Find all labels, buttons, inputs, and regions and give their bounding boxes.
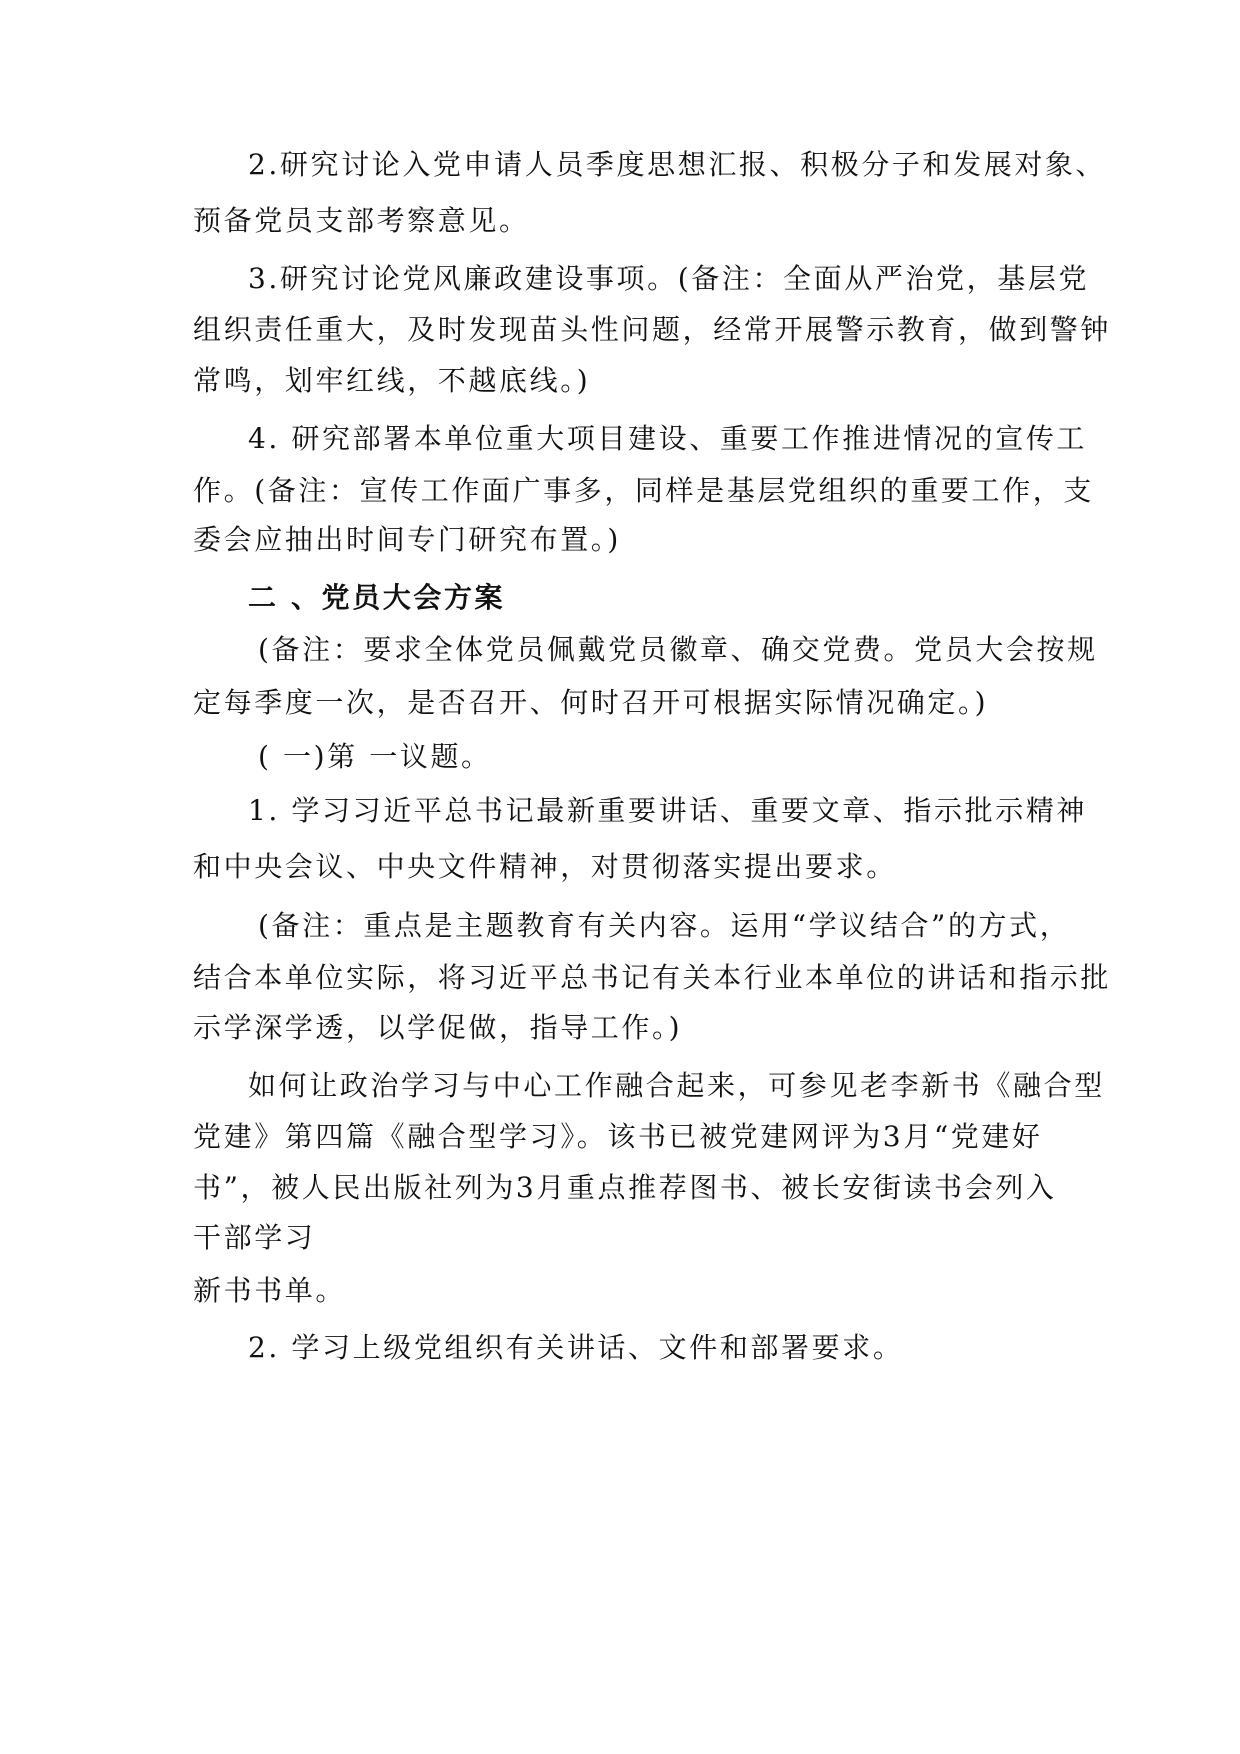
meeting-item-2-line-2: 预备党员支部考察意见。 — [193, 204, 530, 237]
topic-1-heading: ( 一)第 一议题。 — [258, 740, 492, 773]
meeting-item-3-line-3: 常鸣，划牢红线，不越底线。) — [193, 364, 591, 397]
book-recommendation-line-5: 新书书单。 — [193, 1274, 347, 1307]
meeting-item-4-line-1: 4. 研究部署本单位重大项目建设、重要工作推进情况的宣传工 — [248, 422, 1088, 455]
topic-1-item-1-note-line-2: 结合本单位实际，将习近平总书记有关本行业本单位的讲话和指示批 — [193, 961, 1112, 994]
topic-1-item-1-line-2: 和中央会议、中央文件精神，对贯彻落实提出要求。 — [193, 850, 897, 883]
topic-1-item-1-note-line-1: (备注：重点是主题教育有关内容。运用“学议结合”的方式， — [258, 909, 1071, 942]
meeting-item-4-line-2: 作。(备注：宣传工作面广事多，同样是基层党组织的重要工作，支 — [193, 474, 1094, 507]
section-2-heading: 二 、党员大会方案 — [248, 581, 506, 614]
meeting-item-2-line-1: 2.研究讨论入党申请人员季度思想汇报、积极分子和发展对象、 — [248, 148, 1107, 181]
book-recommendation-line-3: 书”，被人民出版社列为3月重点推荐图书、被长安街读书会列入 — [193, 1171, 1057, 1204]
section-2-note-line-1: (备注：要求全体党员佩戴党员徽章、确交党费。党员大会按规 — [258, 633, 1098, 666]
topic-1-item-1-line-1: 1. 学习习近平总书记最新重要讲话、重要文章、指示批示精神 — [248, 794, 1088, 827]
meeting-item-4-line-3: 委会应抽出时间专门研究布置。) — [193, 523, 621, 556]
book-recommendation-line-1: 如何让政治学习与中心工作融合起来，可参见老李新书《融合型 — [248, 1069, 1105, 1102]
book-recommendation-line-2: 党建》第四篇《融合型学习》。该书已被党建网评为3月“党建好 — [193, 1120, 1043, 1153]
topic-1-item-2-line-1: 2. 学习上级党组织有关讲话、文件和部署要求。 — [248, 1331, 904, 1364]
book-recommendation-line-4: 干部学习 — [193, 1221, 316, 1254]
meeting-item-3-line-1: 3.研究讨论党风廉政建设事项。(备注：全面从严治党，基层党 — [248, 262, 1090, 295]
meeting-item-3-line-2: 组织责任重大，及时发现苗头性问题，经常开展警示教育，做到警钟 — [193, 313, 1112, 346]
section-2-note-line-2: 定每季度一次，是否召开、何时召开可根据实际情况确定。) — [193, 686, 989, 719]
topic-1-item-1-note-line-3: 示学深学透，以学促做，指导工作。) — [193, 1011, 683, 1044]
